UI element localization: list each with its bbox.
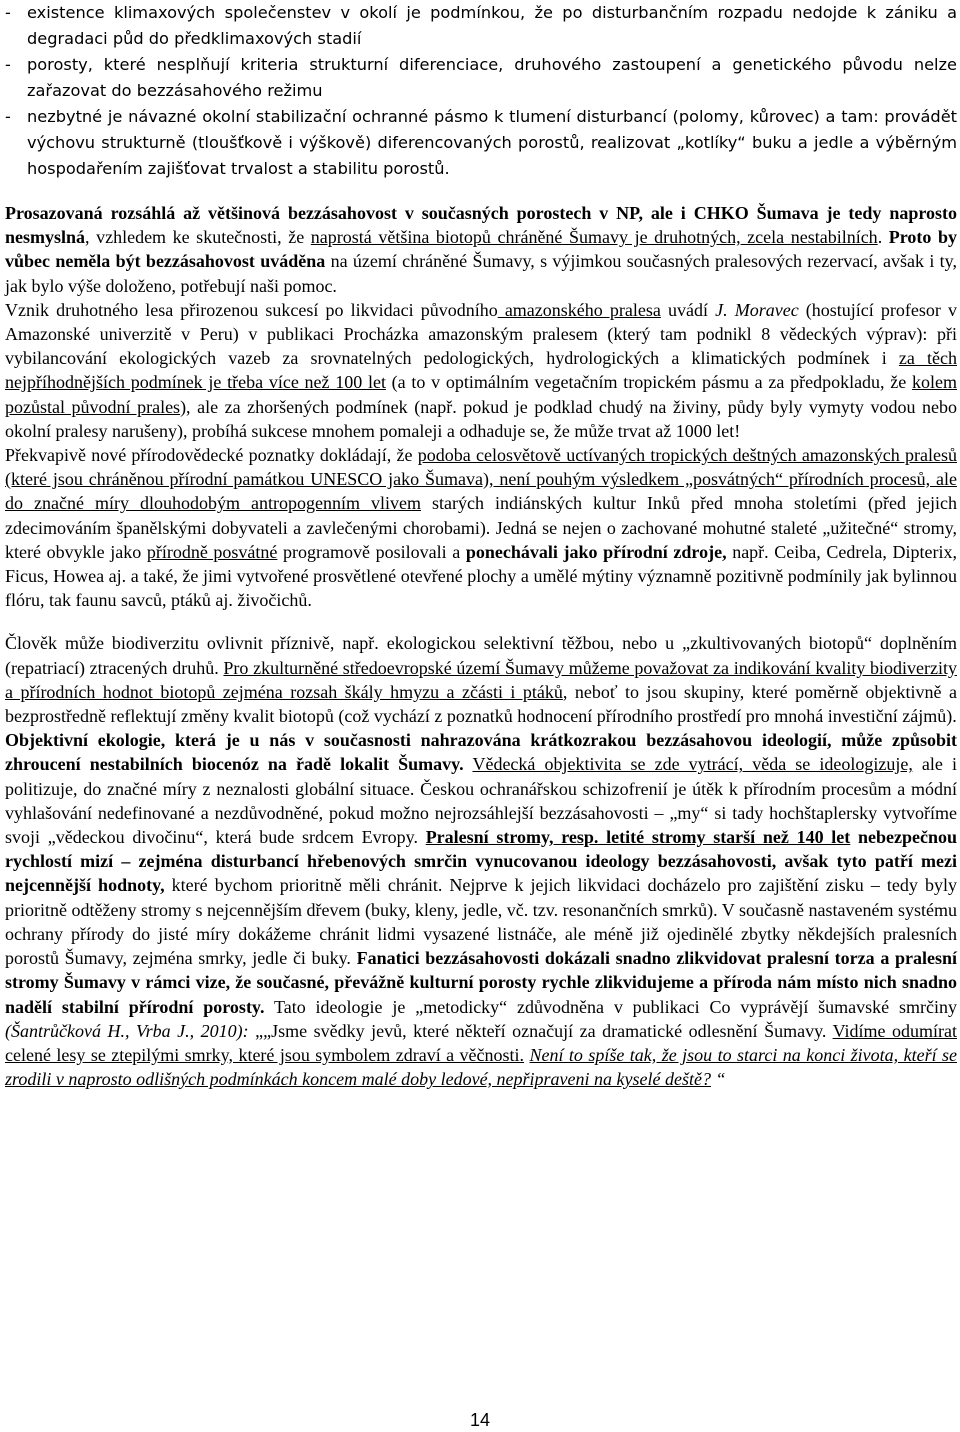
- text-run: , neboť to jsou skupiny, které poměrně objektivně a bezprostředně reflektují změny kvalit biotopů (což vychází z poznatků hodnocení přírodního prostředí pro mnohá investiční zájmů).: [5, 681, 957, 727]
- underlined-text: Vidíme odumírat celené lesy se ztepilými smrky, které jsou symbolem zdraví a věčnosti.: [5, 1020, 958, 1065]
- text-run: .: [877, 227, 889, 248]
- text-run: programově posilovali a: [277, 541, 466, 562]
- bold-text: nebezpečnou rychlostí mizí – zejména disturbancí hřebenových smrčin vynucovanou ideology bezzásahovosti, avšak tyto patří mezi nejcennější hodnoty,: [5, 827, 958, 896]
- main-text: [5, 201, 957, 1091]
- text-run: ale i politizuje, do značné míry z neznalosti globální situace. Českou ochranářskou schizofrenií je útěk k přírodním procesům a módní vyhlašování nedefinované a nezdůvodněné, pokud možno nejrozsáhlejší bezzásahovosti – „my“ si tady hochštaplersky vytvoříme svoji „vědeckou divočinu“, která bude srdcem Evropy.: [5, 754, 957, 848]
- text-run: které bychom prioritně měli chránit. Nejprve k jejich likvidaci docházelo pro zajištění zisku – tedy byly prioritně odtěženy stromy s nejcennějším dřevem (buky, kleny, jedle, vč. tzv. resonančních smrků). V současně nastaveném systému ochrany přírody do jisté míry dokážeme chránit lidmi vysazené listnáče, ale méně již ojedinělé zbytky někdejších pralesních porostů Šumavy, zejména smrky, jedle či buky.: [5, 875, 957, 969]
- bold-text: Prosazovaná rozsáhlá až většinová bezzásahovost v současných porostech v NP, ale i CHKO Šumava je tedy naprosto nesmyslná: [5, 203, 957, 248]
- spacer: [5, 182, 957, 201]
- text-run: „„Jsme svědky jevů, které někteří označují za dramatické odlesnění Šumavy.: [248, 1020, 833, 1041]
- underlined-text: naprostá většina biotopů chráněné Šumavy je druhotných, zcela nestabilních: [310, 227, 878, 248]
- text-run: Člověk může biodiverzitu ovlivnit příznivě, např. ekologickou selektivní těžbou, nebo u „zkultivovaných biotopů“ doplněním (repatriací) ztracených druhů.: [5, 633, 957, 678]
- bullet-text: nezbytné je návazné okolní stabilizační ochranné pásmo k tlumení disturbancí (polomy, kůrovec) a tam: provádět výchovu strukturně (tloušťkově i výškově) diferencovaných porostů, realizovat „kotlíky“ buku a jedle a výběrným hospodařením zajišťovat trvalost a stabilitu porostů.: [27, 107, 957, 178]
- document-page: [5, 0, 957, 1091]
- bullet-text: porosty, které nesplňují kriteria strukturní diferenciace, druhového zastoupení a genetického původu nelze zařazovat do bezzásahového režimu: [27, 55, 957, 100]
- bold-text: ponechávali jako přírodní zdroje,: [465, 541, 727, 562]
- paragraph-amazonie: [5, 298, 957, 443]
- bold-underlined-text: Pralesní stromy, resp. letité stromy starší než 140 let: [425, 827, 851, 848]
- spacer: [5, 612, 957, 631]
- text-run: , vzhledem ke skutečnosti, že: [85, 227, 311, 248]
- italic-underlined-text: Není to spíše tak, že jsou to starci na konci života, kteří se zrodili v naprosto odlišných podmínkách koncem malé doby ledové, nepřipraveni na kyselé deště?: [5, 1044, 958, 1090]
- underlined-text: amazonského pralesa: [497, 299, 661, 320]
- bold-text: Objektivní ekologie, která je u nás v současnosti nahrazována krátkozrakou bezzásahovou ideologií, může způsobit zhroucení nestabilních biocenóz na řadě lokalit Šumavy.: [5, 730, 957, 775]
- bullet-text: existence klimaxových společenstev v okolí je podmínkou, že po disturbančním rozpadu nedojde k zániku a degradaci půd do předklimaxových stadií: [27, 3, 957, 48]
- underlined-text: podoba celosvětově uctívaných tropických deštných amazonských pralesů (které jsou chráněnou přírodní památkou UNESCO jako Šumava), není pouhým výsledkem „posvátných“ přírodních procesů, ale do značné míry dlouhodobým antropogenním vlivem: [5, 445, 957, 514]
- text-run: ), ale za zhoršených podmínek (např. pokud je podklad chudý na živiny, půdy byly vymyty vodou nebo okolní pralesy narušeny), probíhá sukcese mnohem pomaleji a odhaduje se, že může trvat až 1000 let!: [5, 396, 957, 441]
- italic-author: J. Moravec: [715, 299, 799, 320]
- bullet-dash: -: [5, 55, 11, 74]
- text-run: Tato ideologie je „metodicky“ zdůvodněna v publikaci Co vyprávějí šumavské smrčiny: [264, 996, 958, 1017]
- underlined-text: Pro zkulturněné středoevropské území Šumavy můžeme považovat za indikování kvality biodiverzity a přírodních hodnot biotopů zejména rozsah škály hmyzu a zčásti i ptáků: [5, 657, 958, 702]
- text-run: starých indiánských kultur Inků před mnoha stoletími (před jejich zdecimováním španělskými dobyvateli a zavlečenými chorobami). Jedná se nejen o zachované mohutné staleté „užitečné“ stromy, které obvykle jako: [5, 493, 957, 562]
- bold-text: Proto by vůbec neměla být bezzásahovost uváděna: [5, 227, 957, 272]
- text-run: Vznik druhotného lesa přirozenou sukcesí po likvidaci původního: [5, 299, 498, 320]
- text-run: na území chráněné Šumavy, s výjimkou současných pralesových rezervací, avšak i ty, jak bylo výše doloženo, potřebují naši pomoc.: [5, 251, 957, 296]
- paragraph-bezzasahovost: [5, 201, 957, 298]
- bullet-dash: -: [5, 107, 11, 126]
- bullet-item: [5, 104, 957, 182]
- paragraph-poznatky: [5, 443, 957, 612]
- italic-citation: (Šantrůčková H., Vrba J., 2010):: [5, 1020, 249, 1041]
- text-run: (hostující profesor v Amazonské univerzitě v Peru) v publikaci Procházka amazonským pralesem (který tam podnikl 8 vědeckých výprav): při vybilancování ekologických vazeb za srovnatelných pedologických, hydrologických a klimatických podmínek i: [5, 299, 958, 369]
- page-number: 14: [469, 1410, 491, 1430]
- paragraph-ekologie: [5, 728, 957, 1091]
- underlined-text: Vědecká objektivita se zde vytrácí, věda se ideologizuje,: [472, 754, 913, 775]
- bold-text: Fanatici bezzásahovosti dokázali snadno zlikvidovat pralesní torza a pralesní stromy Šumavy v rámci vize, že současné, převážně kulturní porosty rychle zlikvidujeme a příroda nám místo nich snadno nadělí stabilní přírodní porosty.: [5, 948, 957, 1017]
- text-run: např. Ceiba, Cedrela, Dipterix, Ficus, Howea aj. a také, že jimi vytvořené prosvětlené otevřené plochy a umělé mýtiny významně pozitivně podmínily jak bylinnou flóru, tak faunu savců, ptáků aj. živočichů.: [5, 541, 957, 611]
- bullet-list: [5, 0, 957, 182]
- text-run: uvádí: [660, 299, 716, 320]
- underlined-text: kolem pozůstal původní prales: [5, 372, 957, 417]
- paragraph-biodiverzita: [5, 631, 957, 728]
- bullet-item: [5, 52, 957, 104]
- text-run: “: [710, 1069, 726, 1090]
- underlined-text: přírodně posvátné: [146, 541, 278, 562]
- text-run: Překvapivě nové přírodovědecké poznatky dokládají, že: [5, 445, 418, 466]
- bullet-dash: -: [5, 3, 11, 22]
- underlined-text: za těch nejpříhodnějších podmínek je třeba více než 100 let: [5, 348, 957, 393]
- text-run: (a to v optimálním vegetačním tropickém pásmu a za předpokladu, že: [385, 372, 912, 393]
- bullet-item: [5, 0, 957, 52]
